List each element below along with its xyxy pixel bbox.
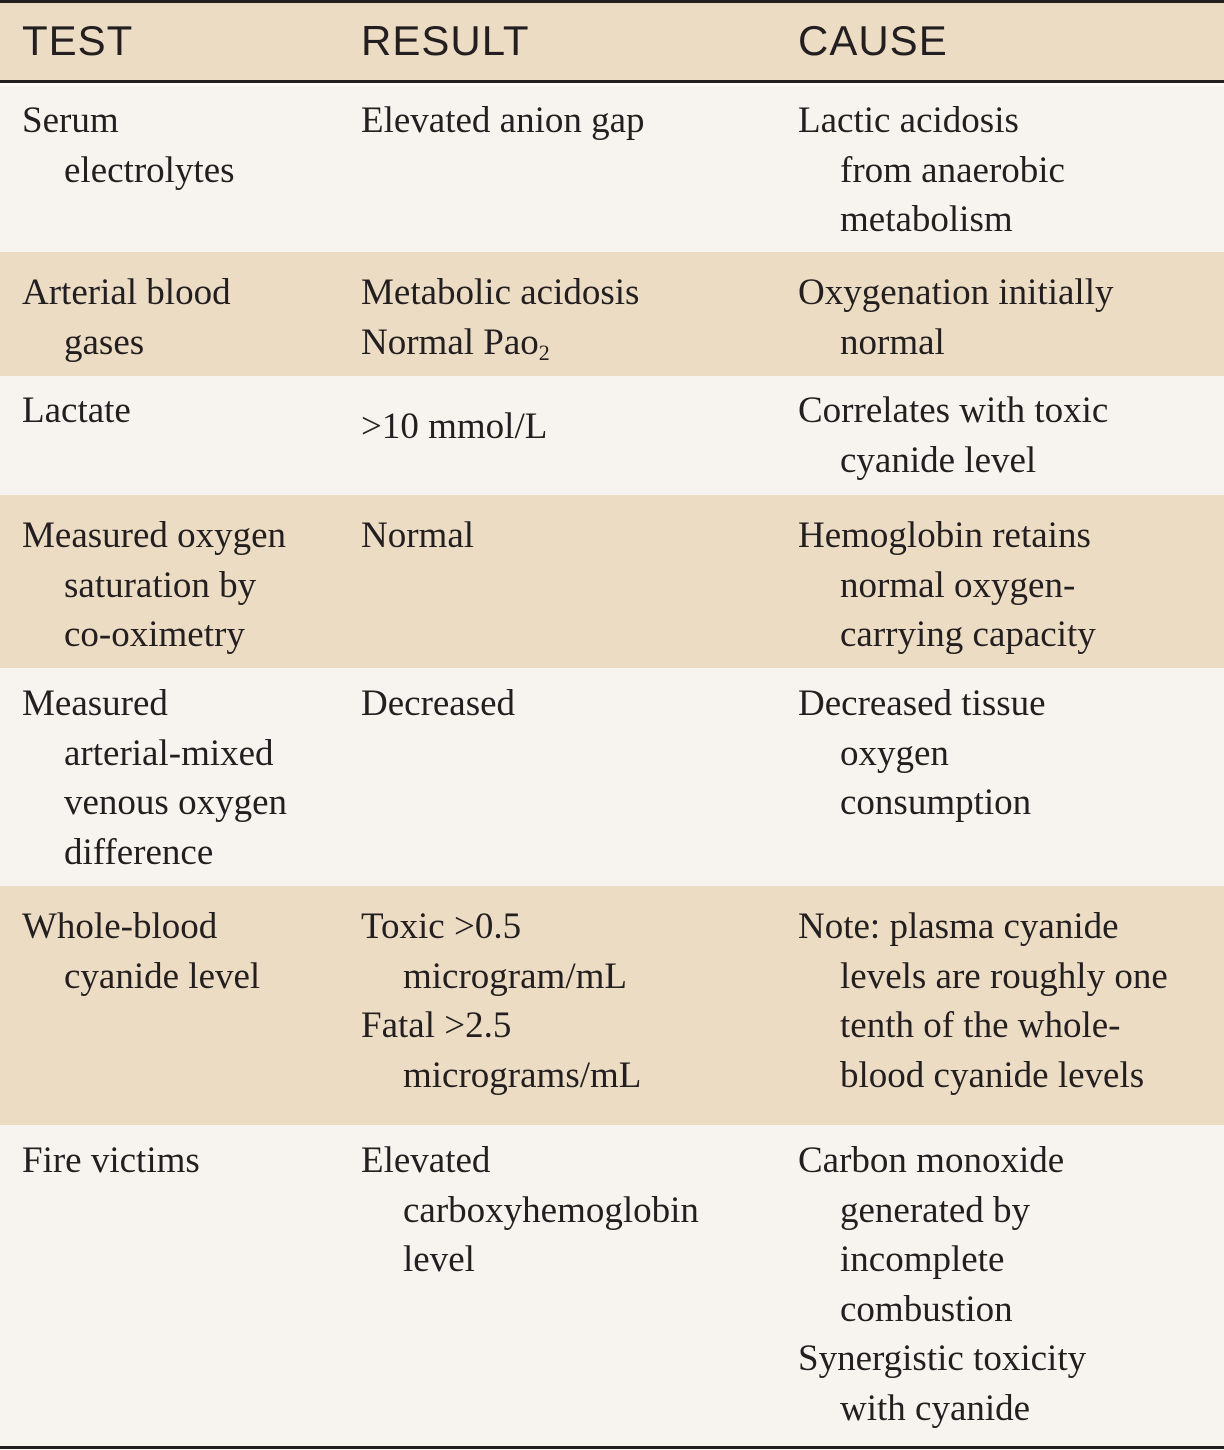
cell-cause: Correlates with toxic cyanide level — [798, 390, 1109, 481]
table-header-row — [0, 3, 1224, 83]
table-row — [0, 86, 1224, 252]
header-result: RESULT — [361, 17, 530, 64]
cell-test: Measured arterial-mixed venous oxygen difference — [22, 683, 287, 873]
cell-cause: Oxygenation initially normal — [798, 272, 1114, 363]
cell-result: Metabolic acidosis Normal Pao$_2$ — [361, 272, 640, 365]
cell-cause: Note: plasma cyanide levels are roughly one tenth of the whole- blood cyanide levels — [798, 906, 1168, 1096]
cell-test: Fire victims — [22, 1140, 200, 1181]
cell-result: >10 mmol/L — [361, 406, 548, 447]
cell-cause: Carbon monoxide generated by incomplete combustion Synergistic toxicity with cyanide — [798, 1140, 1087, 1429]
table-row — [0, 376, 1224, 495]
cell-test: Arterial blood gases — [22, 272, 231, 363]
cell-result: Decreased — [361, 683, 516, 724]
cell-cause: Lactic acidosis from anaerobic metabolism — [798, 100, 1065, 240]
header-cause: CAUSE — [798, 17, 948, 64]
cell-cause: Hemoglobin retains normal oxygen- carrying capacity — [798, 515, 1096, 655]
bottom-rule — [0, 1446, 1224, 1449]
cell-result: Normal — [361, 515, 475, 556]
table-row — [0, 252, 1224, 376]
cell-test: Serum electrolytes — [22, 100, 235, 191]
cell-result: Toxic >0.5 microgram/mL Fatal >2.5 micrograms/mL — [361, 906, 642, 1096]
cell-test: Whole-blood cyanide level — [22, 906, 261, 997]
table-row — [0, 886, 1224, 1125]
cell-test: Lactate — [22, 390, 131, 431]
table-row — [0, 1125, 1224, 1446]
cell-result: Elevated anion gap — [361, 100, 645, 141]
cell-result: Elevated carboxyhemoglobin level — [361, 1140, 699, 1280]
cell-cause: Decreased tissue oxygen consumption — [798, 683, 1046, 823]
cell-test: Measured oxygen saturation by co-oximetry — [22, 515, 287, 655]
table-row — [0, 668, 1224, 886]
header-test: TEST — [22, 17, 134, 64]
table-row — [0, 495, 1224, 668]
